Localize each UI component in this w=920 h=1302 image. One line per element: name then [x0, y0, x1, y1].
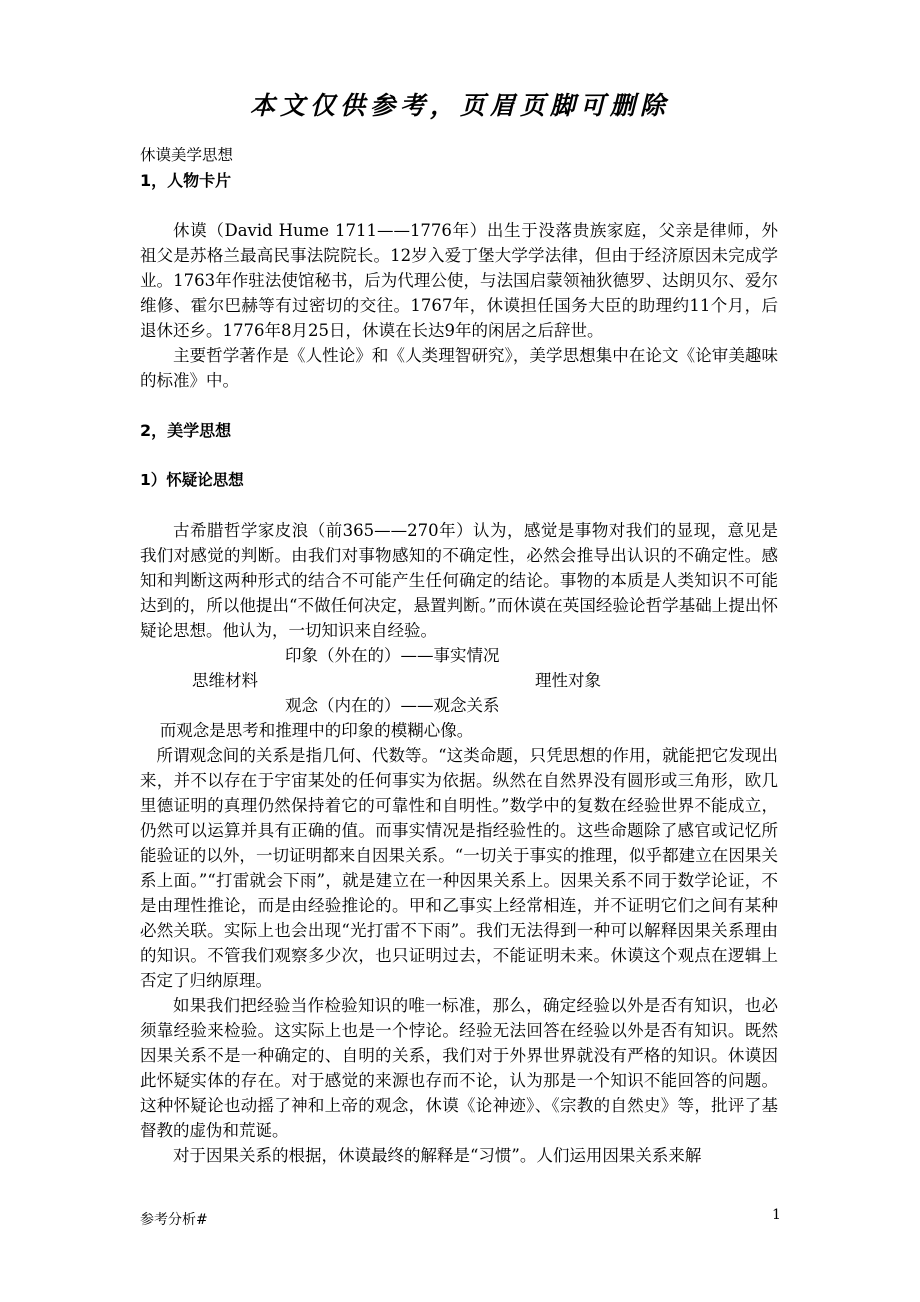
section-heading-aesthetics: 2，美学思想: [140, 421, 232, 440]
diagram-rational: 理性对象: [535, 671, 601, 690]
diagram-material: 思维材料: [192, 671, 258, 690]
paragraph-paradox: 如果我们把经验当作检验知识的唯一标准，那么，确定经验以外是否有知识，也必须靠经验来检验。这实际上也是一个悖论。经验无法回答在经验以外是否有知识。既然因果关系不是一种确定的、自明的关系，我们对于外界世界就没有严格的知识。休谟因此怀疑实体的存在。对于感觉的来源也存而不论，认为那是一个知识不能回答的问题。这种怀疑论也动摇了神和上帝的观念，休谟《论神迹》、《宗教的自然史》等，批评了基督教的虚伪和荒诞。: [140, 996, 778, 1140]
paragraph-biography: 休谟（David Hume 1711——1776年）出生于没落贵族家庭，父亲是律师，外祖父是苏格兰最高民事法院院长。12岁入爱丁堡大学学法律，但由于经济原因未完成学业。1763年作驻法使馆秘书，后为代理公使，与法国启蒙领袖狄德罗、达朗贝尔、爱尔维修、霍尔巴赫等有过密切的交往。1767年，休谟担任国务大臣的助理约11个月，后退休还乡。1776年8月25日，休谟在长达9年的闲居之后辞世。: [140, 221, 778, 340]
paragraph-idea-definition: 而观念是思考和推理中的印象的模糊心像。: [159, 721, 474, 740]
spacer: [140, 493, 778, 518]
spacer: [140, 393, 778, 418]
paragraph-relations: 所谓观念间的关系是指几何、代数等。“这类命题，只凭思想的作用，就能把它发现出来，并不以存在于宇宙某处的任何事实为依据。纵然在自然界没有圆形或三角形，欧几里德证明的真理仍然保持着它的可靠性和自明性。”数学中的复数在经验世界不能成立，仍然可以运算并具有正确的值。而事实情况是指经验性的。这些命题除了感官或记忆所能验证的以外，一切证明都来自因果关系。“一切关于事实的推理，似乎都建立在因果关系上面。”“打雷就会下雨”，就是建立在一种因果关系上。因果关系不同于数学论证，不是由理性推论，而是由经验推论的。甲和乙事实上经常相连，并不证明它们之间有某种必然关联。实际上也会出现“光打雷不下雨”。我们无法得到一种可以解释因果关系理由的知识。不管我们观察多少次，也只证明过去，不能证明未来。休谟这个观点在逻辑上否定了归纳原理。: [140, 746, 778, 990]
paragraph-works: 主要哲学著作是《人性论》和《人类理智研究》，美学思想集中在论文《论审美趣味的标准》中。: [140, 346, 778, 390]
knowledge-diagram: [140, 643, 778, 718]
paragraph-habit: 对于因果关系的根据，休谟最终的解释是“习惯”。人们运用因果关系来解: [173, 1146, 702, 1165]
spacer: [140, 193, 778, 218]
document-title: 休谟美学思想: [140, 146, 234, 164]
header-banner: 本文仅供参考，页眉页脚可删除: [249, 91, 670, 120]
footer-label: 参考分析#: [140, 1212, 208, 1228]
subsection-heading-skepticism: 1）怀疑论思想: [140, 471, 244, 489]
page-number: 1: [772, 1207, 781, 1223]
paragraph-pyrrho: 古希腊哲学家皮浪（前365——270年）认为，感觉是事物对我们的显现，意见是我们对感觉的判断。由我们对事物感知的不确定性，必然会推导出认识的不确定性。感知和判断这两种形式的结合不可能产生任何确定的结论。事物的本质是人类知识不可能达到的，所以他提出“不做任何决定，悬置判断。”而休谟在英国经验论哲学基础上提出怀疑论思想。他认为，一切知识来自经验。: [140, 521, 778, 640]
section-heading-person-card: 1，人物卡片: [140, 171, 232, 190]
document-body: [140, 143, 778, 1168]
diagram-idea: 观念（内在的）——观念关系: [285, 696, 500, 715]
diagram-impression: 印象（外在的）——事实情况: [285, 646, 500, 665]
